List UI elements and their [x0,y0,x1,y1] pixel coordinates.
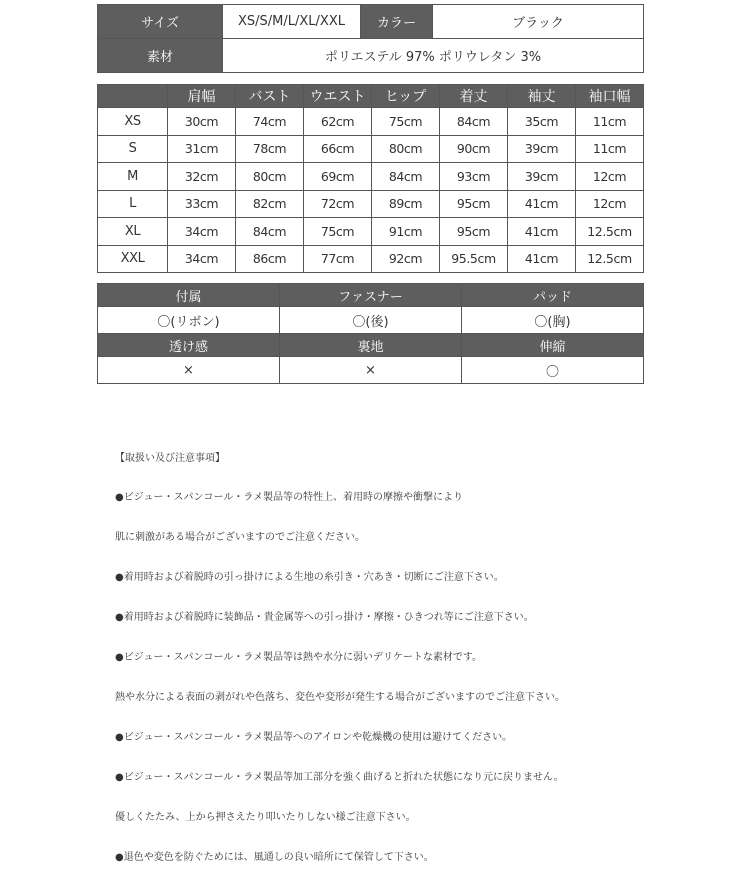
size-cell: XXL [98,245,168,273]
bust-cell: 82cm [236,190,304,218]
size-table-header [98,85,644,108]
note-line: 肌に刺激がある場合がございますのでご注意ください。 [115,532,365,544]
size-cell: XS [98,108,168,136]
hip-cell: 92cm [372,245,440,273]
sleeve-length-cell: 35cm [508,108,576,136]
lining-value: × [280,357,462,384]
size-table [97,84,644,273]
bust-cell: 84cm [236,218,304,246]
size-value: XS/S/M/L/XL/XXL [223,5,361,39]
shoulder-cell: 30cm [168,108,236,136]
note-line: ●着用時および着脱時に装飾品・貴金属等への引っ掛け・摩擦・ひきつれ等にご注意下さい。 [115,612,534,624]
bust-cell: 78cm [236,135,304,163]
spec-row-material [98,39,644,73]
length-cell: 95.5cm [440,245,508,273]
shoulder-cell: 32cm [168,163,236,191]
feature-value-row [98,307,644,334]
bust-cell: 86cm [236,245,304,273]
cuff-width-cell: 12.5cm [576,245,644,273]
note-line: ●ビジュー・スパンコール・ラメ製品等へのアイロンや乾燥機の使用は避けてください。 [115,731,513,743]
shoulder-cell: 34cm [168,245,236,273]
sleeve-length-cell: 39cm [508,163,576,191]
hip-cell: 91cm [372,218,440,246]
stretch-value: 〇 [462,357,644,384]
bust-cell: 80cm [236,163,304,191]
pad-value: 〇(胸) [462,307,644,334]
waist-cell: 62cm [304,108,372,136]
notes-heading: 【取扱い及び注意事項】 [115,452,225,464]
waist-cell: 77cm [304,245,372,273]
waist-cell: 66cm [304,135,372,163]
shoulder-cell: 34cm [168,218,236,246]
shoulder-cell: 31cm [168,135,236,163]
note-line: ●退色や変色を防ぐためには、風通しの良い暗所にて保管して下さい。 [115,851,434,863]
size-cell: S [98,135,168,163]
cuff-width-cell: 12cm [576,163,644,191]
care-notes [115,425,715,877]
size-cell: M [98,163,168,191]
bust-header: バスト [236,85,304,108]
size-cell: XL [98,218,168,246]
hip-cell: 80cm [372,135,440,163]
hip-cell: 84cm [372,163,440,191]
table-row [98,163,644,191]
note-line: ●着用時および着脱時の引っ掛けによる生地の糸引き・穴あき・切断にご注意下さい。 [115,572,504,584]
sleeve-length-cell: 39cm [508,135,576,163]
size-header-blank [98,85,168,108]
accessory-header: 付属 [98,284,280,307]
note-line: ●ビジュー・スパンコール・ラメ製品等の特性上、着用時の摩擦や衝撃により [115,492,464,504]
sleeve-length-cell: 41cm [508,190,576,218]
size-table-body [98,108,644,273]
feature-value-row [98,357,644,384]
waist-cell: 72cm [304,190,372,218]
material-label: 素材 [98,39,223,73]
length-cell: 90cm [440,135,508,163]
length-cell: 95cm [440,190,508,218]
shoulder-cell: 33cm [168,190,236,218]
spec-row-size-color [98,5,644,39]
pad-header: パッド [462,284,644,307]
cuff-width-cell: 11cm [576,135,644,163]
color-label: カラー [361,5,433,39]
size-cell: L [98,190,168,218]
table-row [98,218,644,246]
cuff-width-cell: 12cm [576,190,644,218]
length-cell: 84cm [440,108,508,136]
note-line: ●ビジュー・スパンコール・ラメ製品等加工部分を強く曲げると折れた状態になり元に戻りません。 [115,771,564,783]
length-cell: 93cm [440,163,508,191]
sleeve-length-cell: 41cm [508,245,576,273]
spec-table [97,4,644,73]
feature-header-row [98,284,644,307]
sleeve-length-header: 袖丈 [508,85,576,108]
cuff-width-cell: 11cm [576,108,644,136]
lining-header: 裏地 [280,334,462,357]
table-row [98,135,644,163]
waist-cell: 75cm [304,218,372,246]
bust-cell: 74cm [236,108,304,136]
cuff-width-header: 袖口幅 [576,85,644,108]
note-line: 優しくたたみ、上から押さえたり叩いたりしない様ご注意下さい。 [115,811,416,823]
feature-header-row [98,334,644,357]
sheerness-header: 透け感 [98,334,280,357]
note-line: ●ビジュー・スパンコール・ラメ製品等は熱や水分に弱いデリケートな素材です。 [115,652,483,664]
cuff-width-cell: 12.5cm [576,218,644,246]
sheerness-value: × [98,357,280,384]
table-row [98,245,644,273]
waist-cell: 69cm [304,163,372,191]
stretch-header: 伸縮 [462,334,644,357]
accessory-value: 〇(リボン) [98,307,280,334]
hip-cell: 89cm [372,190,440,218]
table-row [98,108,644,136]
material-value: ポリエステル 97% ポリウレタン 3% [223,39,644,73]
hip-header: ヒップ [372,85,440,108]
waist-header: ウエスト [304,85,372,108]
size-label: サイズ [98,5,223,39]
note-line: 熱や水分による表面の剥がれや色落ち、変色や変形が発生する場合がございますのでご注意下さい。 [115,691,565,703]
length-header: 着丈 [440,85,508,108]
zipper-header: ファスナー [280,284,462,307]
zipper-value: 〇(後) [280,307,462,334]
sleeve-length-cell: 41cm [508,218,576,246]
table-row [98,190,644,218]
color-value: ブラック [433,5,644,39]
feature-table [97,283,644,384]
hip-cell: 75cm [372,108,440,136]
length-cell: 95cm [440,218,508,246]
shoulder-header: 肩幅 [168,85,236,108]
